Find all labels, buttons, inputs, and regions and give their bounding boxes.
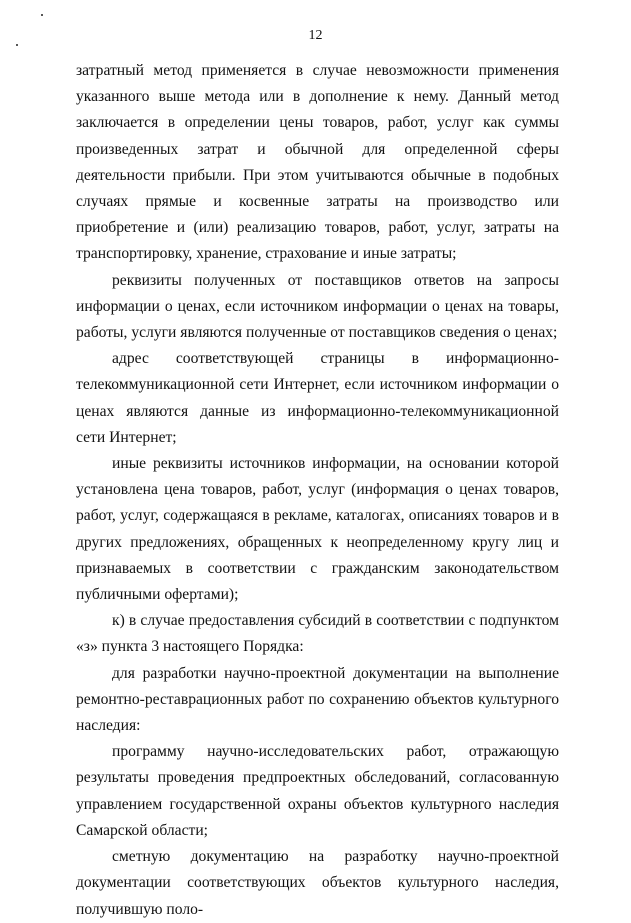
paragraph-other-sources: иные реквизиты источников информации, на основании которой установлена цена товаров, работ, услуг (информация о ценах товаров, работ, услуг, содержащаяся в рекламе, каталогах, описаниях товаров и в других предложениях, обращенных к неопределенному кругу лиц и признаваемых в соответствии с гражданским законодательством публичными офертами); [76, 455, 559, 604]
paragraph-subsidy-clause: к) в случае предоставления субсидий в соответствии с подпунктом «з» пункта 3 настоящего Порядка: [76, 612, 559, 656]
page-number: 12 [308, 28, 323, 43]
paragraph-estimate-documentation: сметную документацию на разработку научно-проектной документации соответствующих объектов культурного наследия, получившую поло- [76, 848, 559, 918]
paragraph-cost-method: затратный метод применяется в случае невозможности применения указанного выше метода или в дополнение к нему. Данный метод заключается в определении цены товаров, работ, услуг как суммы произведенных затрат и обычной для определенной сферы деятельности прибыли. При этом учитываются обычные в подобных случаях прямые и косвенные затраты на производство или приобретение и (или) реализацию товаров, работ, услуг, затраты на транспортировку, хранение, страхование и иные затраты; [76, 62, 559, 263]
document-body [76, 58, 559, 923]
scan-speck [16, 44, 18, 46]
paragraph-design-documentation: для разработки научно-проектной документации на выполнение ремонтно-реставрационных работ по сохранению объектов культурного наследия: [76, 664, 559, 735]
paragraph-supplier-responses: реквизиты полученных от поставщиков ответов на запросы информации о ценах, если источником информации о ценах на товары, работы, услуги являются полученные от поставщиков сведения о ценах; [76, 271, 559, 342]
scan-speck [41, 14, 43, 16]
paragraph-internet-address: адрес соответствующей страницы в информационно-телекоммуникационной сети Интернет, если источником информации о ценах являются данные из информационно-телекоммуникационной сети Интернет; [76, 350, 559, 446]
paragraph-research-program: программу научно-исследовательских работ, отражающую результаты проведения предпроектных обследований, согласованную управлением государственной охраны объектов культурного наследия Самарской области; [76, 743, 559, 839]
